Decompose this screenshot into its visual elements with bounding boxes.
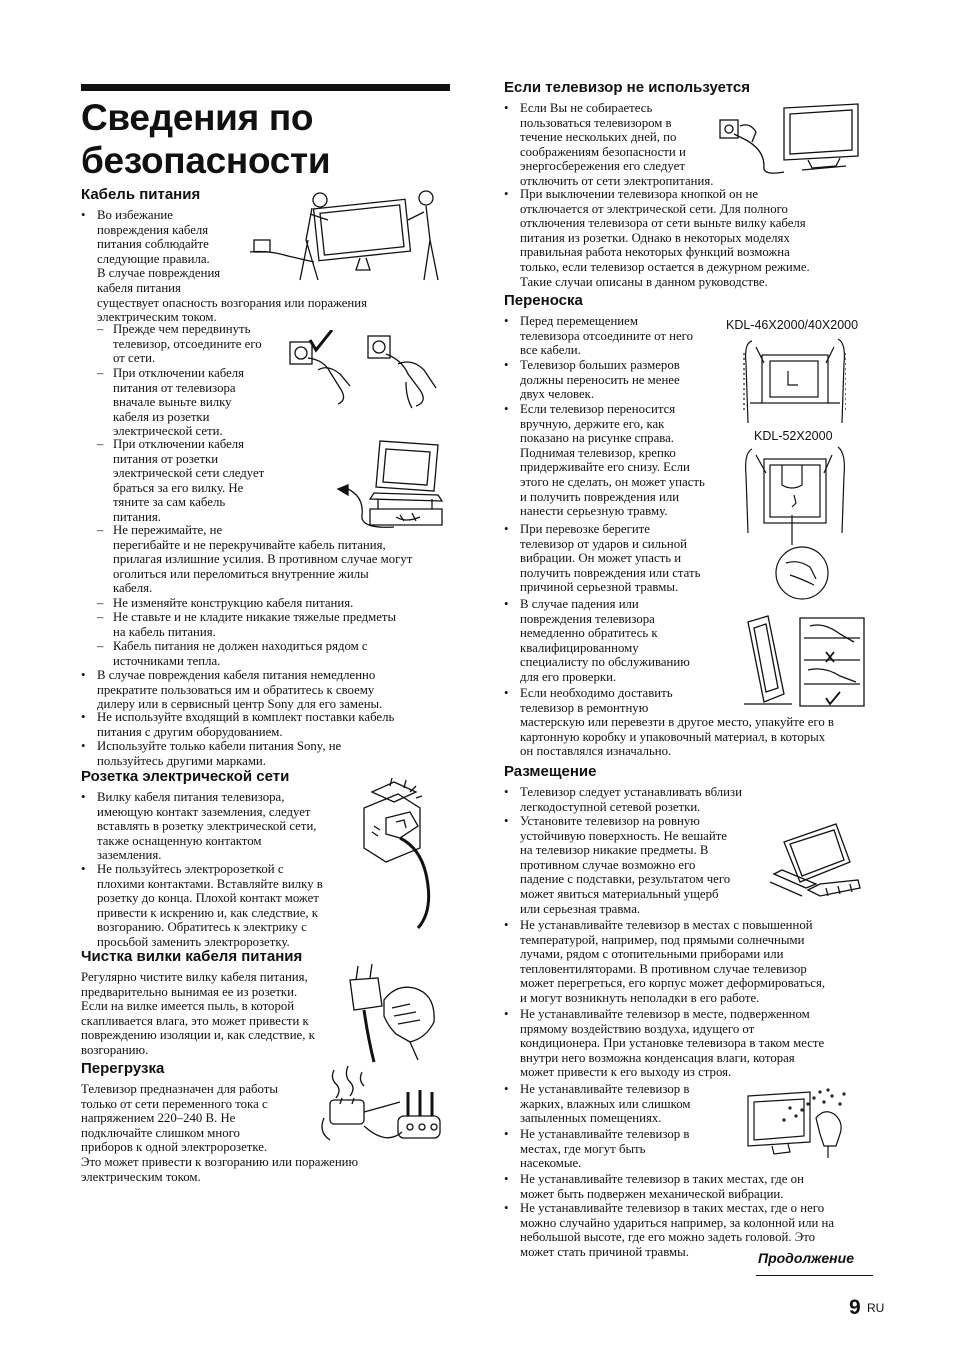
bullet-item: • Перед перемещением телевизора отсоедините от него все кабели.	[504, 314, 694, 358]
bullet-item: • Не устанавливайте телевизор в таких местах, где он может быть подвержен механической вибрации.	[504, 1172, 804, 1201]
text-line: источниками тепла.	[113, 653, 221, 668]
text-line: Перед перемещением	[520, 314, 638, 328]
text-line: можно случайно удариться например, за колонной или на	[520, 1215, 835, 1230]
dash-item: – Не пережимайте, не перегибайте и не перекручивайте кабель питания, прилагая излишние усилия. В противном случае могут оголиться или переломиться внутренние жилы кабеля.	[97, 523, 413, 596]
text-line: правильная работа некоторых функций возможна	[520, 245, 790, 260]
text-line: Регулярно чистите вилку кабеля питания,	[81, 970, 308, 984]
text-line: розетку до конца. Плохой контакт может	[97, 891, 319, 906]
text-line: может явиться материальный ущерб	[520, 886, 719, 901]
text-line: придерживайте его снизу. Если	[520, 460, 690, 475]
text-line: нанести серьезную травму.	[520, 504, 668, 519]
text-line: вручную, держите его, как	[520, 416, 665, 431]
two-people-carrying-tv-illustration	[248, 190, 448, 285]
text-line: приборов к одной электророзетке.	[81, 1140, 268, 1155]
tv-falling-check-illustration	[744, 612, 868, 710]
text-line: квалифицированному	[520, 640, 639, 655]
text-line: питания от розетки	[113, 451, 219, 466]
text-line: Не используйте входящий в комплект поставки кабель	[97, 710, 395, 724]
text-line: В случае повреждения кабеля питания немедленно	[97, 668, 376, 682]
text-line: электрическим током.	[97, 310, 217, 325]
text-line: телевизора отсоедините от него	[520, 328, 694, 343]
text-line: и могут возникнуть неполадки в его работе.	[520, 990, 760, 1005]
text-line: Если необходимо доставить	[520, 686, 673, 700]
dash-item: – Не ставьте и не кладите никакие тяжелые предметы на кабель питания.	[97, 610, 397, 639]
title-line-2: безопасности	[81, 140, 331, 181]
text-line: Установите телевизор на ровную	[520, 814, 700, 828]
text-line: Телевизор следует устанавливать вблизи	[520, 785, 742, 799]
outlet-with-plug-illustration	[360, 778, 452, 930]
bullet-item: • Не пользуйтесь электророзеткой с плохими контактами. Вставляйте вилку в розетку до конца. Плохой контакт может привести к искрению и, как следствие, к возгоранию. Обратитесь к электрику с просьбой заменить электророзетку.	[81, 862, 323, 949]
section-heading-overload: Перегрузка	[81, 1060, 165, 1077]
text-line: получить повреждения или стать	[520, 565, 701, 580]
bullet-item: • Не устанавливайте телевизор в местах с повышенной температурой, например, под прямыми солнечными лучами, рядом с отопительными приборами или тепловентиляторами. В противном случае телевизор может перегреться, его корпус может деформироваться, и могут возникнуть неполадки в его работе.	[504, 918, 826, 1005]
bullet-item: • Если Вы не собираетесь пользоваться телевизором в течение нескольких дней, по соображениям безопасности и энергосбережения его следует отключить от сети электропитания.	[504, 101, 714, 188]
text-line: кабеля из розетки	[113, 409, 210, 424]
text-line: Если на вилке имеется пыль, в которой	[81, 999, 295, 1014]
unplug-hands-illustration	[288, 330, 448, 410]
text-line: течение нескольких дней, по	[520, 130, 677, 145]
text-line: Не устанавливайте телевизор в	[520, 1127, 690, 1141]
tv-on-unstable-surface-illustration	[766, 818, 862, 900]
text-line: причиной серьезной травмы.	[520, 580, 679, 595]
text-line: питания от телевизора	[113, 380, 236, 395]
text-line: от сети.	[113, 351, 156, 366]
text-line: повреждения телевизора	[520, 611, 655, 626]
text-line: энергосбережения его следует	[520, 159, 685, 174]
text-line: Не устанавливайте телевизор в местах с повышенной	[520, 918, 813, 932]
text-line: предварительно вынимая ее из розетки.	[81, 984, 298, 999]
text-line: плохими контактами. Вставляйте вилку в	[97, 876, 323, 891]
dash-item: – Прежде чем передвинуть телевизор, отсоедините его от сети.	[97, 322, 262, 366]
model-label: KDL-52X2000	[754, 429, 833, 443]
text-line: внутри него возможна конденсация влаги, которая	[520, 1050, 795, 1065]
text-line: телевизор в ремонтную	[520, 700, 649, 715]
text-line: вибрации. Он может упасть и	[520, 551, 682, 566]
bullet-item: • Используйте только кабели питания Sony, не пользуйтесь другими марками.	[81, 739, 342, 768]
text-line: тепловентиляторами. В противном случае телевизор	[520, 961, 807, 976]
section-heading-not-in-use: Если телевизор не используется	[504, 79, 750, 96]
bullet-item: • Во избежание повреждения кабеля питания соблюдайте следующие правила. В случае повреждения кабеля питания существует опасность возгорания или поражения электрическим током.	[81, 208, 367, 325]
text-line: перегибайте и не перекручивайте кабель питания,	[113, 537, 386, 552]
text-line: отключить от сети электропитания.	[520, 173, 714, 188]
text-line: местах, где могут быть	[520, 1141, 646, 1156]
tv-on-stand-cable-illustration	[334, 437, 444, 535]
text-line: Используйте только кабели питания Sony, не	[97, 739, 342, 753]
text-line: возгоранию. Обратитесь к электрику с	[97, 920, 307, 935]
text-line: Вилку кабеля питания телевизора,	[97, 790, 285, 804]
text-line: только, если телевизор остается в дежурном режиме.	[520, 259, 810, 274]
bullet-item: • Не устанавливайте телевизор в местах, где могут быть насекомые.	[504, 1127, 690, 1171]
text-line: Во избежание	[97, 208, 173, 222]
text-line: подключайте слишком много	[81, 1125, 240, 1140]
text-line: вставлять в розетку электрической сети,	[97, 819, 317, 834]
title-line-1: Сведения по	[81, 97, 314, 138]
section-heading-power-cable: Кабель питания	[81, 186, 201, 203]
bullet-item: • Установите телевизор на ровную устойчивую поверхность. Не вешайте на телевизор никакие предметы. В противном случае возможно его падение с подставки, результатом чего может явиться материальный ущерб или серьезная травма.	[504, 814, 731, 916]
text-line: немедленно обратитесь к	[520, 626, 658, 641]
text-line: этого не сделать, он может упасть	[520, 474, 705, 489]
text-line: запыленных помещениях.	[520, 1111, 662, 1126]
bullet-item: • Не устанавливайте телевизор в месте, подверженном прямому воздействию воздуха, идущего от кондиционера. При установке телевизора в таком месте внутри него возможна конденсация влаги, которая может привести к его выходу из строя.	[504, 1007, 825, 1080]
bullet-item: • Вилку кабеля питания телевизора, имеющую контакт заземления, следует вставлять в розетку электрической сети, также оснащенную контактом заземления.	[81, 790, 317, 863]
text-line: мастерскую или перевезти в другое место, упакуйте его в	[520, 715, 834, 730]
bullet-item: • В случае падения или повреждения телевизора немедленно обратитесь к квалифицированному специалисту по обслуживанию для его проверки.	[504, 597, 690, 684]
title-rule	[81, 84, 450, 91]
cleaning-plug-illustration	[344, 958, 444, 1066]
bullet-item: • При перевозке берегите телевизор от ударов и сильной вибрации. Он может упасть и получить повреждения или стать причиной серьезной травмы.	[504, 522, 701, 595]
section-heading-placement: Размещение	[504, 763, 597, 780]
bullet-item: • Не используйте входящий в комплект поставки кабель питания с другим оборудованием.	[81, 710, 395, 739]
text-line: пользоваться телевизором в	[520, 115, 672, 130]
bullet-item: • Если телевизор переносится вручную, держите его, как показано на рисунке справа. Поднимая телевизор, крепко придерживайте его снизу. Если этого не сделать, он может упасть и получить повреждения или нанести серьезную травму.	[504, 402, 705, 519]
paragraph	[81, 970, 315, 1058]
text-line: При перевозке берегите	[520, 522, 650, 536]
text-line: имеющую контакт заземления, следует	[97, 804, 311, 819]
text-line: браться за его вилку. Не	[113, 480, 244, 495]
page-number: 9	[849, 1296, 861, 1319]
text-line: может перегреться, его корпус может деформироваться,	[520, 976, 826, 991]
text-line: также оснащенную контактом	[97, 833, 262, 848]
text-line: оголиться или переломиться внутренние жилы	[113, 566, 369, 581]
text-line: Поднимая телевизор, крепко	[520, 445, 676, 460]
text-line: двух человек.	[520, 387, 595, 402]
text-line: или серьезная травма.	[520, 901, 641, 916]
text-line: повреждению изоляции и, как следствие, к	[81, 1028, 315, 1043]
text-line: тяните за сам кабель	[113, 495, 226, 510]
bullet-item: • Телевизор больших размеров должны переносить не менее двух человек.	[504, 358, 680, 402]
text-line: питания с другим оборудованием.	[97, 724, 283, 739]
dash-item: – Кабель питания не должен находиться рядом с источниками тепла.	[97, 639, 368, 668]
text-line: электрической сети следует	[113, 466, 265, 481]
text-line: Не пользуйтесь электророзеткой с	[97, 862, 284, 876]
text-line: температурой, например, под прямыми солнечными	[520, 932, 805, 947]
text-line: Не устанавливайте телевизор в таких местах, где он	[520, 1172, 804, 1186]
text-line: Прежде чем передвинуть	[113, 322, 251, 336]
text-line: телевизор от ударов и сильной	[520, 536, 687, 551]
text-line: При отключении кабеля	[113, 366, 245, 380]
bullet-item: • При выключении телевизора кнопкой он не отключается от электрической сети. Для полного отключения телевизора от сети выньте вилку кабеля питания из розетки. Однако в некоторых моделях правильная работа некоторых функций возможна только, если телевизор остается в дежурном режиме. Такие случаи описаны в данном руководстве.	[504, 187, 810, 289]
text-line: следующие правила.	[97, 251, 210, 266]
text-line: При выключении телевизора кнопкой он не	[520, 187, 759, 201]
text-line: дилеру или в сервисный центр Sony для его замены.	[97, 697, 383, 712]
section-heading-outlet: Розетка электрической сети	[81, 768, 290, 785]
text-line: питания.	[113, 509, 161, 524]
text-line: Не устанавливайте телевизор в	[520, 1082, 690, 1096]
bullet-item: • В случае повреждения кабеля питания немедленно прекратите пользоваться им и обратитесь к своему дилеру или в сервисный центр Sony для его замены.	[81, 668, 383, 712]
text-line: электрической сети.	[113, 424, 223, 439]
text-line: кондиционера. При установке телевизора в таком месте	[520, 1036, 825, 1051]
text-line: он поставлялся изначально.	[520, 744, 672, 759]
text-line: отключения телевизора от сети выньте вилку кабеля	[520, 216, 806, 231]
bullet-item: • Телевизор следует устанавливать вблизи легкодоступной сетевой розетки.	[504, 785, 742, 814]
text-line: может быть подвержен механической вибрации.	[520, 1186, 784, 1201]
text-line: жарких, влажных или слишком	[520, 1096, 691, 1111]
text-line: и получить повреждения или	[520, 489, 680, 504]
text-line: лучами, рядом с отопительными приборами или	[520, 947, 784, 962]
carrying-tv-front-illustration	[742, 333, 846, 425]
text-line: питания соблюдайте	[97, 237, 209, 252]
carrying-tv-52-illustration	[742, 445, 846, 605]
text-line: привести к искрению и, как следствие, к	[97, 905, 318, 920]
model-label: KDL-46X2000/40X2000	[726, 318, 859, 332]
text-line: отключается от электрической сети. Для полного	[520, 201, 788, 216]
text-line: электрическим током.	[81, 1169, 201, 1184]
text-line: падение с подставки, результатом чего	[520, 872, 731, 887]
text-line: должны переносить не менее	[520, 372, 680, 387]
text-line: Не пережимайте, не	[113, 523, 223, 537]
text-line: устойчивую поверхность. Не вешайте	[520, 828, 727, 843]
text-line: легкодоступной сетевой розетки.	[520, 799, 701, 814]
page-title	[81, 96, 461, 182]
language-code: RU	[867, 1301, 885, 1315]
text-line: на телевизор никакие предметы. В	[520, 843, 709, 858]
text-line: повреждения кабеля	[97, 222, 209, 237]
text-line: В случае падения или	[520, 597, 639, 611]
text-line: питания из розетки. Однако в некоторых моделях	[520, 230, 790, 245]
text-line: для его проверки.	[520, 669, 617, 684]
text-line: напряжением 220–240 В. Не	[81, 1111, 236, 1126]
text-line: прилагая излишние усилия. В противном случае могут	[113, 552, 413, 567]
overloaded-outlet-illustration	[316, 1066, 444, 1150]
text-line: соображениям безопасности и	[520, 144, 686, 159]
text-line: Телевизор предназначен для работы	[81, 1082, 278, 1096]
text-line: кабеля.	[113, 581, 153, 596]
text-line: Не изменяйте конструкцию кабеля питания.	[113, 596, 354, 610]
text-line: специалисту по обслуживанию	[520, 655, 690, 670]
text-line: телевизор, отсоедините его	[113, 336, 262, 351]
text-line: кабеля питания	[97, 280, 181, 295]
continued-label: Продолжение	[758, 1250, 854, 1266]
text-line: небольшой высоте, где его можно задеть головой. Это	[520, 1230, 816, 1245]
continued-rule	[756, 1275, 873, 1276]
text-line: Если Вы не собираетесь	[520, 101, 653, 115]
text-line: Если телевизор переносится	[520, 402, 676, 416]
unplugged-tv-illustration	[712, 100, 872, 180]
text-line: прекратите пользоваться им и обратитесь к своему	[97, 682, 375, 697]
text-line: Кабель питания не должен находиться рядом с	[113, 639, 368, 653]
dash-item: – При отключении кабеля питания от розетки электрической сети следует браться за его вилку. Не тяните за сам кабель питания.	[97, 437, 265, 524]
dash-item: – Не изменяйте конструкцию кабеля питания.	[97, 596, 354, 610]
text-line: возгоранию.	[81, 1042, 149, 1057]
section-heading-plug-cleaning: Чистка вилки кабеля питания	[81, 948, 303, 965]
text-line: Такие случаи описаны в данном руководстве.	[520, 274, 768, 289]
section-heading-carrying: Переноска	[504, 292, 583, 309]
text-line: просьбой заменить электророзетку.	[97, 934, 290, 949]
text-line: пользуйтесь другими марками.	[97, 753, 266, 768]
dash-item: – При отключении кабеля питания от телевизора вначале выньте вилку кабеля из розетки электрической сети.	[97, 366, 245, 439]
text-line: может привести к его выходу из строя.	[520, 1065, 732, 1080]
text-line: прямому воздействию воздуха, идущего от	[520, 1021, 755, 1036]
text-line: существует опасность возгорания или поражения	[97, 295, 367, 310]
text-line: При отключении кабеля	[113, 437, 245, 451]
text-line: картонную коробку и упаковочный материал, в которых	[520, 729, 826, 744]
text-line: Это может привести к возгоранию или поражению	[81, 1154, 359, 1169]
text-line: В случае повреждения	[97, 266, 221, 281]
text-line: показано на рисунке справа.	[520, 431, 674, 446]
text-line: все кабели.	[520, 343, 581, 358]
text-line: заземления.	[97, 848, 162, 863]
text-line: только от сети переменного тока с	[81, 1096, 268, 1111]
humid-dusty-room-illustration	[744, 1088, 852, 1160]
text-line: насекомые.	[520, 1156, 582, 1171]
text-line: скапливается влага, это может привести к	[81, 1013, 309, 1028]
text-line: Не ставьте и не кладите никакие тяжелые предметы	[113, 610, 397, 624]
text-line: Не устанавливайте телевизор в месте, подверженном	[520, 1007, 810, 1021]
text-line: может стать причиной травмы.	[520, 1244, 689, 1259]
text-line: Телевизор больших размеров	[520, 358, 680, 372]
bullet-item: • Не устанавливайте телевизор в таких местах, где о него можно случайно удариться например, за колонной или на небольшой высоте, где его можно задеть головой. Это может стать причиной травмы.	[504, 1201, 835, 1259]
bullet-item: • Если необходимо доставить телевизор в ремонтную мастерскую или перевезти в другое место, упакуйте его в картонную коробку и упаковочный материал, в которых он поставлялся изначально.	[504, 686, 834, 759]
text-line: Не устанавливайте телевизор в таких местах, где о него	[520, 1201, 825, 1215]
text-line: вначале выньте вилку	[113, 395, 232, 410]
bullet-item: • Не устанавливайте телевизор в жарких, влажных или слишком запыленных помещениях.	[504, 1082, 691, 1126]
text-line: на кабель питания.	[113, 624, 216, 639]
text-line: противном случае возможно его	[520, 857, 696, 872]
